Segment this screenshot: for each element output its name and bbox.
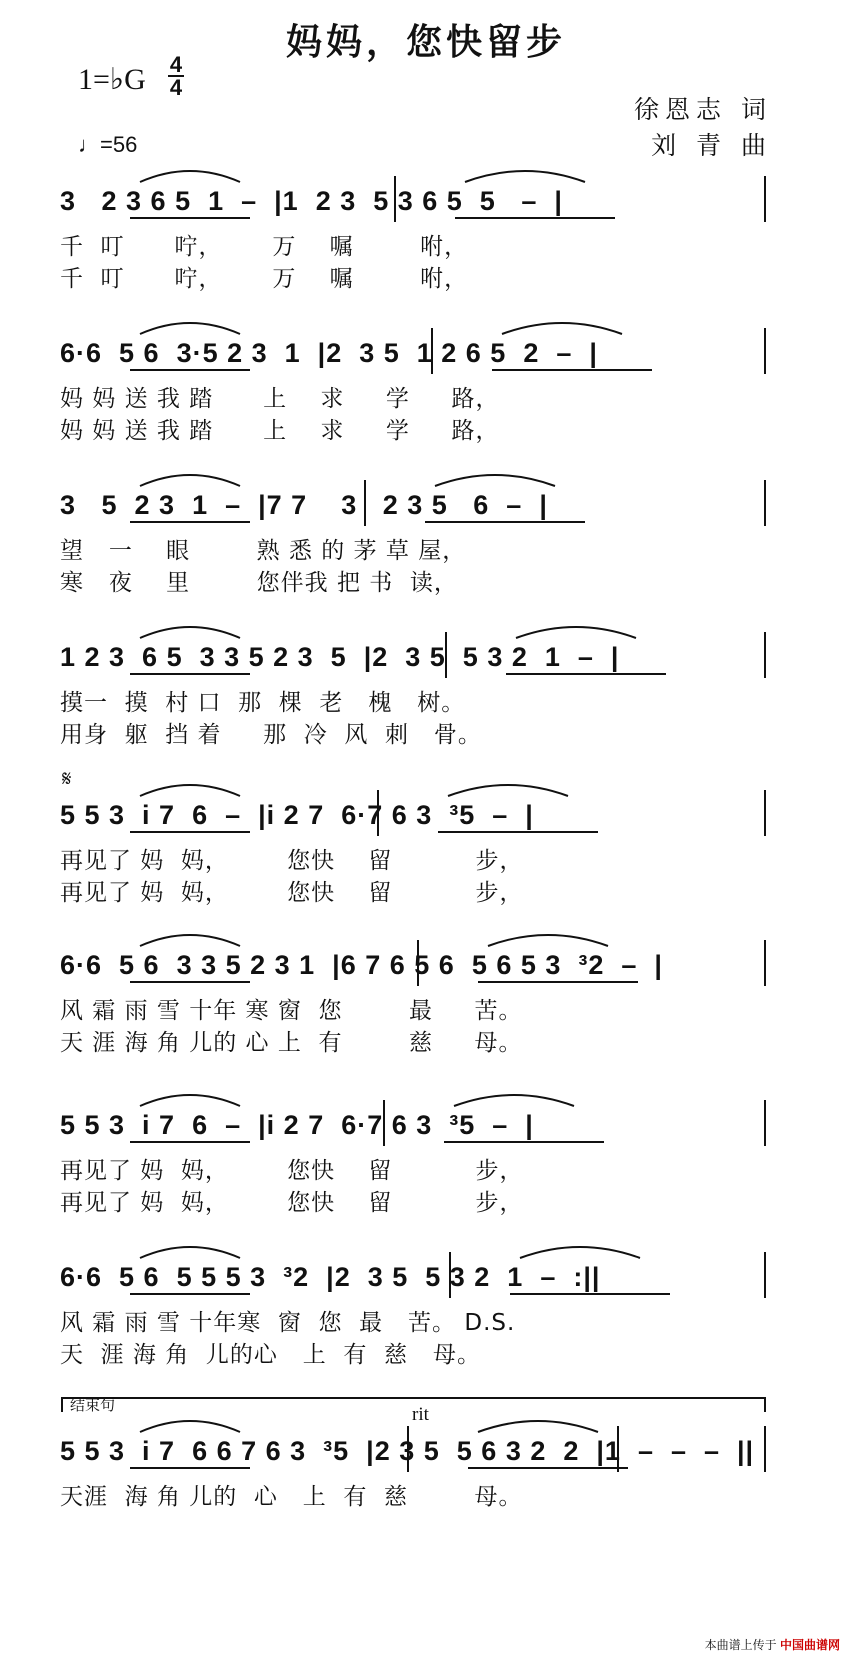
notation-line: 6·6 5 6 3·5 2 3 1 |2 3 5 1 2 6 5 2 – |	[60, 338, 598, 368]
ritardando-mark: rit	[412, 1404, 429, 1425]
slur	[140, 1247, 240, 1258]
segno-sign: 𝄋	[62, 766, 72, 791]
lyrics-verse-2: 妈 妈 送 我 踏 上 求 学 路，	[60, 418, 500, 444]
slur	[435, 475, 555, 486]
slur	[488, 935, 608, 946]
notation-line: 1 2 3 6 5 3 3 5 2 3 5 |2 3 5 5 3 2 1 – |	[60, 642, 620, 672]
lyrics-verse-2: 用身 躯 挡 着 那 冷 风 刺 骨。	[60, 722, 482, 748]
slur	[465, 171, 585, 182]
notation-line: 3 2 3 6 5 1 – |1 2 3 5 3 6 5 5 – |	[60, 186, 563, 216]
notation-line: 3 5 2 3 1 – |7 7 3 2 3 5 6 – |	[60, 490, 548, 520]
lyrics-verse-1: 千 叮 咛， 万 嘱 咐，	[60, 234, 469, 260]
slur	[140, 1095, 240, 1106]
key-signature: 1=♭G	[78, 63, 146, 96]
lyrics-verse-2: 寒 夜 里 您伴我 把 书 读，	[60, 570, 458, 596]
lyricist-credit: 徐恩志 词	[634, 95, 772, 124]
notation-line: 5 5 3 i 7 6 – |i 2 7 6·7 6 3 ³5 – |	[60, 800, 534, 830]
slur	[140, 1421, 240, 1432]
ending-bracket	[62, 1398, 765, 1412]
lyrics-verse-2: 再见了 妈 妈， 您快 留 步，	[60, 880, 524, 906]
slur	[454, 1095, 574, 1106]
slur	[448, 785, 568, 796]
lyrics-verse-1: 再见了 妈 妈， 您快 留 步，	[60, 848, 524, 874]
notation-line: 6·6 5 6 3 3 5 2 3 1 |6 7 6 5 6 5 6 5 3 ³2 – |	[60, 950, 663, 980]
lyrics-verse-2: 再见了 妈 妈， 您快 留 步，	[60, 1190, 524, 1216]
tempo-mark: ♩=56	[78, 132, 138, 157]
composer-credit: 刘 青 曲	[651, 131, 772, 160]
footer-credit: 本曲谱上传于 中国曲谱网	[704, 1638, 840, 1652]
notation-line: 5 5 3 i 7 6 – |i 2 7 6·7 6 3 ³5 – |	[60, 1110, 534, 1140]
lyrics-verse-1: 摸一 摸 村 口 那 棵 老 槐 树。	[60, 690, 466, 716]
lyrics-verse-2: 天 涯 海 角 儿的心 上 有 慈 母。	[60, 1342, 481, 1368]
notation-line: 5 5 3 i 7 6 6 7 6 3 ³5 |2 3 5 5 6 3 2 2 |1 – – – ||	[60, 1436, 755, 1466]
lyrics-verse-1: 妈 妈 送 我 踏 上 求 学 路，	[60, 386, 500, 412]
lyrics-verse-1: 望 一 眼 熟 悉 的 茅 草 屋，	[60, 538, 467, 564]
slur	[478, 1421, 598, 1432]
slur	[140, 475, 240, 486]
lyrics-verse-1: 天涯 海 角 儿的 心 上 有 慈 母。	[60, 1484, 523, 1510]
time-signature: 4 4	[169, 52, 183, 100]
lyrics-verse-2: 千 叮 咛， 万 嘱 咐，	[60, 266, 469, 292]
slur	[516, 627, 636, 638]
lyrics-verse-1: 风 霜 雨 雪 十年 寒 窗 您 最 苦。	[60, 998, 523, 1024]
lyrics-verse-1: 再见了 妈 妈， 您快 留 步，	[60, 1158, 524, 1184]
slur	[140, 785, 240, 796]
lyrics-verse-1: 风 霜 雨 雪 十年寒 窗 您 最 苦。 D.S.	[60, 1310, 516, 1336]
slur	[502, 323, 622, 334]
slur	[520, 1247, 640, 1258]
notation-line: 6·6 5 6 5 5 5 3 ³2 |2 3 5 5 3 2 1 – :||	[60, 1262, 601, 1292]
slur	[140, 935, 240, 946]
score-title: 妈妈，您快留步	[285, 22, 566, 63]
ending-section-label: 结束句	[70, 1397, 116, 1414]
slur	[140, 627, 240, 638]
slur	[140, 323, 240, 334]
slur	[140, 171, 240, 182]
lyrics-verse-2: 天 涯 海 角 儿的 心 上 有 慈 母。	[60, 1030, 523, 1056]
